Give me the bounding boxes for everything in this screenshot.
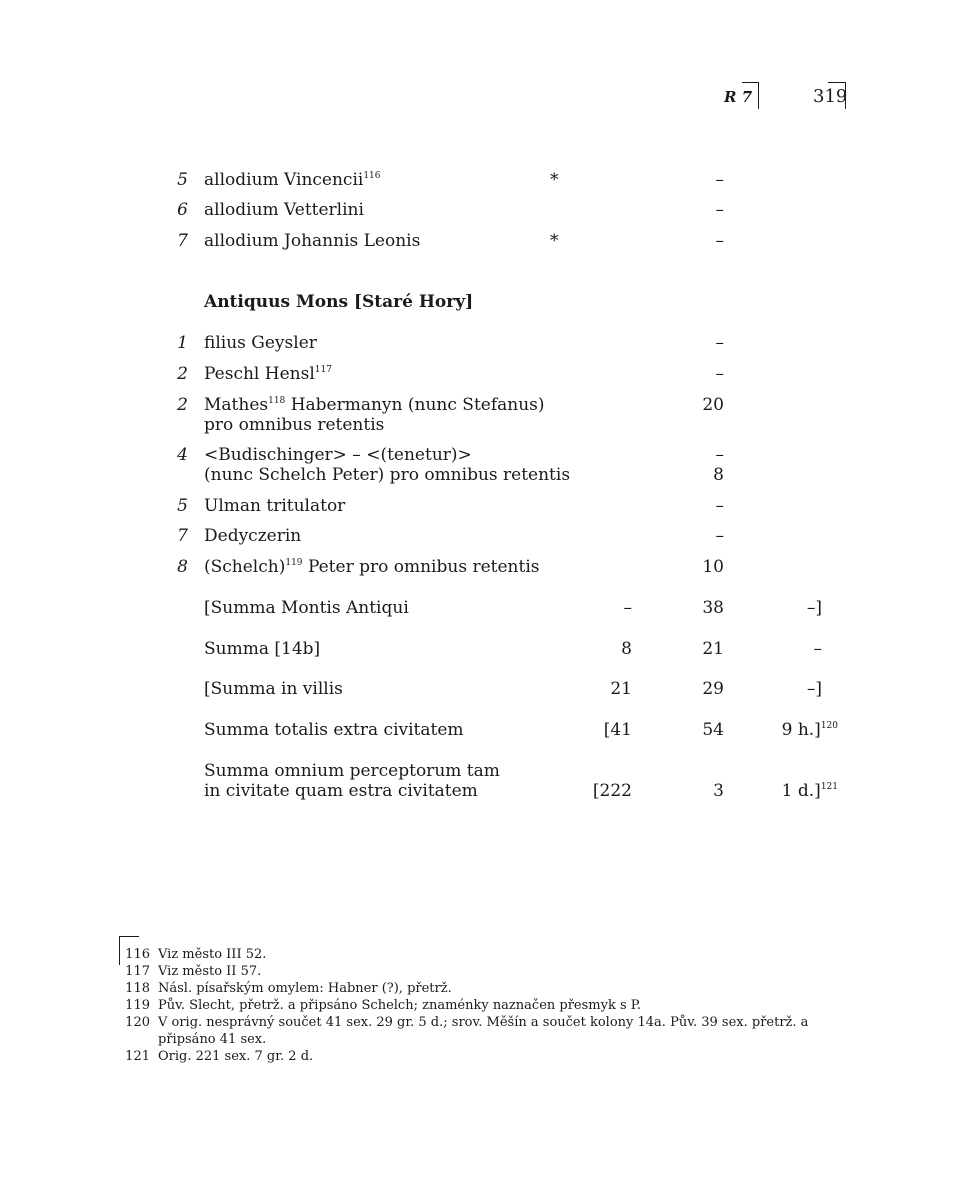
- footnote: 117 Viz město II 57.: [125, 964, 262, 979]
- page-corner-mark: [828, 82, 846, 109]
- footnote: 121 Orig. 221 sex. 7 gr. 2 d.: [125, 1049, 314, 1064]
- footnotes: [120, 946, 850, 1065]
- section-code: R 7: [724, 88, 753, 106]
- section-corner-mark: [742, 82, 759, 109]
- footnote: 120 V orig. nesprávný součet 41 sex. 29 gr. 5 d.; srov. Měšín a součet kolony 14a. Pův. 39 sex. přetrž. a připsáno 41 sex.: [125, 1015, 809, 1047]
- page-number: 319: [813, 86, 848, 107]
- section-heading: Antiquus Mons [Staré Hory]: [204, 292, 474, 312]
- footnote: 119 Pův. Slecht, přetrž. a připsáno Schelch; znaménky naznačen přesmyk s P.: [125, 998, 642, 1013]
- footnote: 116 Viz město III 52.: [125, 947, 267, 962]
- footnote: 118 Násl. písařským omylem: Habner (?), přetrž.: [125, 981, 452, 996]
